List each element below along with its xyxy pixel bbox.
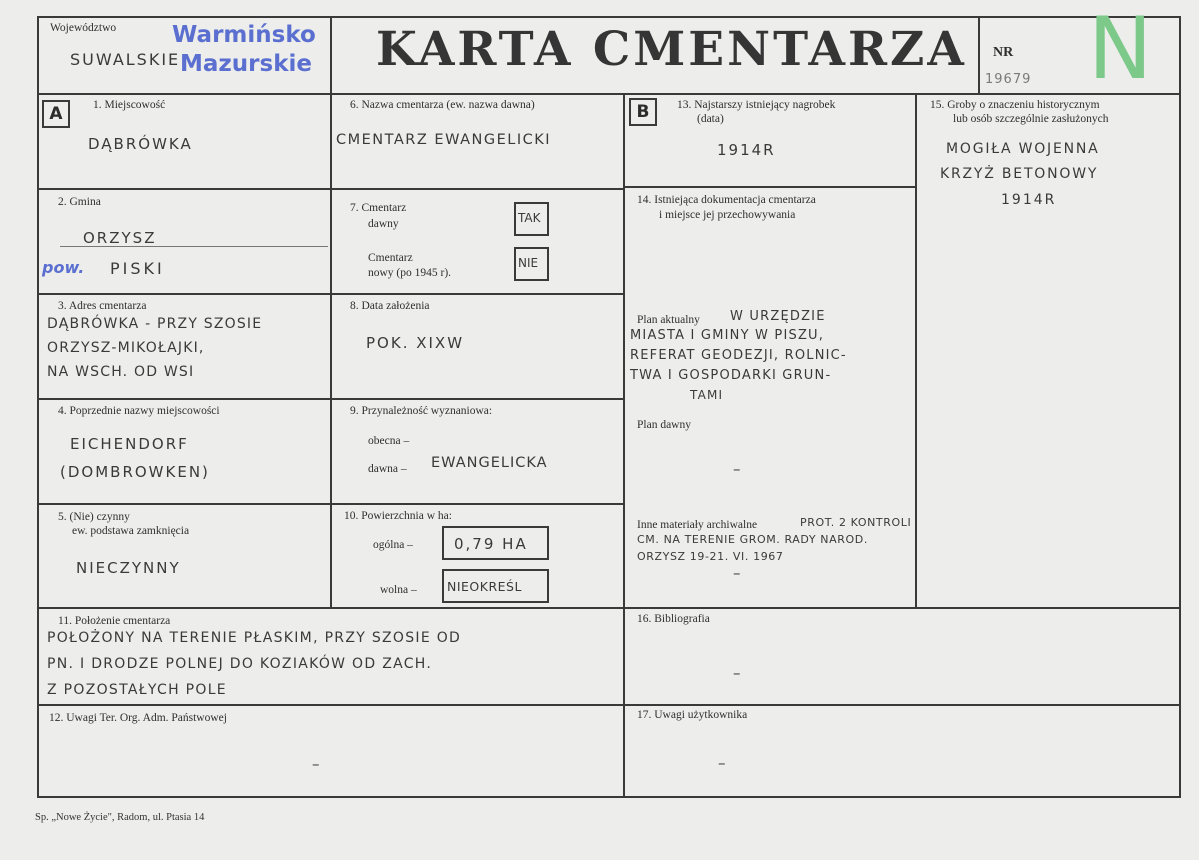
f15-label-2: lub osób szczególnie zasłużonych [953, 113, 1109, 125]
col-divider-2 [623, 93, 625, 798]
f15-line-3: 1914R [1001, 192, 1057, 208]
f14-label-1: 14. Istniejąca dokumentacja cmentarza [637, 194, 816, 206]
f11-line-2: PN. I DRODZE POLNEJ DO KOZIAKÓW OD ZACH. [47, 656, 433, 672]
f9-obecna: obecna – [368, 435, 410, 447]
f5-label-1: 5. (Nie) czynny [58, 511, 130, 523]
f9-dawna: dawna – [368, 463, 407, 475]
plan-aktualny-line-2: MIASTA I GMINY W PISZU, [630, 328, 825, 343]
row-line-1 [37, 188, 624, 190]
f16-label: 16. Bibliografia [637, 613, 710, 625]
f10-label: 10. Powierzchnia w ha: [344, 510, 452, 522]
f7-nowy-box [514, 247, 549, 281]
corner-mark: N [1088, 0, 1153, 99]
f1-value: DĄBRÓWKA [88, 135, 193, 153]
header-divider-right [978, 16, 980, 94]
f7-nowy: nowy (po 1945 r). [368, 267, 452, 279]
row-line-bottom-1 [37, 607, 1181, 609]
plan-aktualny-line-4: TWA I GOSPODARKI GRUN- [630, 368, 832, 383]
f11-label: 11. Położenie cmentarza [58, 615, 171, 627]
f3-line-3: NA WSCH. OD WSI [47, 364, 195, 380]
f7-label: 7. Cmentarz [350, 202, 407, 214]
f12-value: – [312, 755, 320, 773]
header-rule [37, 93, 1181, 95]
f7-nowy-value: NIE [518, 256, 539, 270]
nr-value: 19679 [985, 72, 1032, 87]
plan-aktualny-line-5: TAMI [690, 388, 724, 402]
section-b-letter: B [629, 98, 657, 126]
stamp-line-1: Warmińsko [172, 22, 316, 48]
f15-label-1: 15. Groby o znaczeniu historycznym [930, 99, 1100, 111]
f17-value: – [718, 754, 726, 772]
f4-line-2: (DOMBROWKEN) [60, 463, 210, 481]
f8-label: 8. Data założenia [350, 300, 430, 312]
inne-line-3: ORZYSZ 19-21. VI. 1967 [637, 550, 784, 563]
f10-wolna: wolna – [380, 584, 417, 596]
f10-ogolna-box [442, 526, 549, 560]
printer-footer: Sp. „Nowe Życie", Radom, ul. Ptasia 14 [35, 812, 205, 823]
f11-line-3: Z POZOSTAŁYCH POLE [47, 682, 227, 698]
col-divider-1 [330, 93, 332, 607]
header-divider-left [330, 16, 332, 94]
f5-label-2: ew. podstawa zamknięcia [72, 525, 190, 537]
col-divider-3 [915, 93, 917, 607]
f13-value: 1914R [717, 141, 776, 159]
row-line-b1 [623, 186, 916, 188]
f10-ogolna: ogólna – [373, 539, 413, 551]
f11-line-1: POŁOŻONY NA TERENIE PŁASKIM, PRZY SZOSIE OD [47, 630, 462, 646]
row-line-4 [37, 503, 624, 505]
f9-label: 9. Przynależność wyznaniowa: [350, 405, 493, 417]
f9-dawna-value: EWANGELICKA [431, 455, 548, 471]
f2-label: 2. Gmina [58, 196, 101, 208]
f4-line-1: EICHENDORF [70, 435, 189, 453]
f3-line-1: DĄBRÓWKA - PRZY SZOSIE [47, 316, 263, 332]
f13-label-1: 13. Najstarszy istniejący nagrobek [677, 99, 836, 111]
f15-line-1: MOGIŁA WOJENNA [946, 141, 1100, 157]
f3-line-2: ORZYSZ-MIKOŁAJKI, [47, 340, 205, 356]
row-line-2 [37, 293, 624, 295]
inne-label: Inne materiały archiwalne [637, 519, 758, 531]
f17-label: 17. Uwagi użytkownika [637, 709, 748, 721]
inne-dash: – [733, 564, 741, 582]
f13-label-2: (data) [697, 113, 724, 125]
f4-label: 4. Poprzednie nazwy miejscowości [58, 405, 220, 417]
f7-nowy-label: Cmentarz [368, 252, 413, 264]
stamp-line-2: Mazurskie [180, 51, 312, 77]
inne-line-2: CM. NA TERENIE GROM. RADY NAROD. [637, 533, 868, 546]
wojewodztwo-label: Województwo [50, 22, 117, 34]
plan-dawny-label: Plan dawny [637, 419, 691, 431]
section-a-letter: A [42, 100, 70, 128]
plan-aktualny-line-3: REFERAT GEODEZJI, ROLNIC- [630, 348, 847, 363]
plan-dawny-value: – [733, 460, 741, 478]
f14-label-2: i miejsce jej przechowywania [659, 209, 796, 221]
row-line-bottom-2 [37, 704, 1181, 706]
f2-pow-value: PISKI [110, 259, 165, 278]
f10-wolna-value: NIEOKREŚL [447, 579, 522, 594]
f6-value: CMENTARZ EWANGELICKI [336, 132, 552, 148]
f3-label: 3. Adres cmentarza [58, 300, 147, 312]
f1-label: 1. Miejscowość [93, 99, 166, 111]
f6-label: 6. Nazwa cmentarza (ew. nazwa dawna) [350, 99, 535, 111]
f2-value: ORZYSZ [83, 229, 157, 247]
f8-value: POK. XIXW [366, 334, 465, 352]
inne-line-1: PROT. 2 KONTROLI [800, 516, 912, 529]
f7-dawny-box [514, 202, 549, 236]
plan-aktualny-line-1: W URZĘDZIE [730, 309, 826, 324]
f5-value: NIECZYNNY [76, 559, 181, 577]
f16-value: – [733, 664, 741, 682]
plan-aktualny-label: Plan aktualny [637, 314, 700, 326]
f7-dawny-value: TAK [518, 211, 541, 225]
f10-wolna-box [442, 569, 549, 603]
f15-line-2: KRZYŻ BETONOWY [940, 166, 1099, 182]
f10-ogolna-value: 0,79 HA [454, 535, 528, 553]
f7-dawny: dawny [368, 218, 399, 230]
wojewodztwo-value: SUWALSKIE [70, 50, 181, 69]
page-title: KARTA CMENTARZA [376, 22, 967, 77]
f2-pow-label: pow. [42, 258, 85, 277]
row-line-3 [37, 398, 624, 400]
f12-label: 12. Uwagi Ter. Org. Adm. Państwowej [49, 712, 227, 724]
nr-label: NR [993, 45, 1014, 60]
